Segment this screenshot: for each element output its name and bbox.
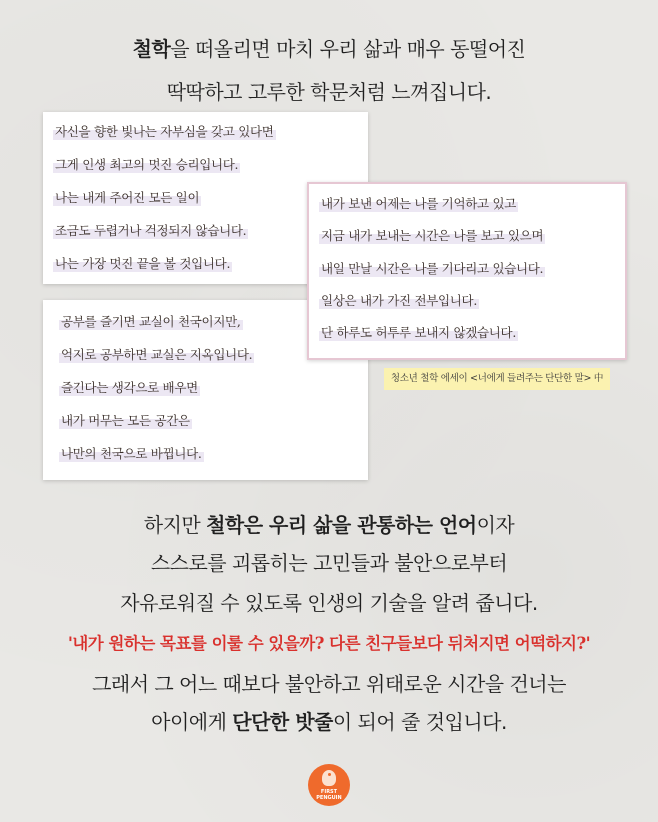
body-line-3: 자유로워질 수 있도록 인생의 기술을 알려 줍니다. xyxy=(120,591,538,615)
body-text: 이자 xyxy=(476,513,515,537)
body-line-5 xyxy=(0,706,658,735)
intro-line-1-text: 을 떠올리면 마치 우리 삶과 매우 동떨어진 xyxy=(170,37,526,61)
body-text: 하지만 xyxy=(143,513,207,537)
worry-quote: '내가 원하는 목표를 이룰 수 있을까? 다른 친구들보다 뒤처지면 어떡하지?' xyxy=(67,634,591,653)
logo-text-2: PENGUIN xyxy=(316,795,342,801)
card-line: 즐긴다는 생각으로 배우면 xyxy=(61,380,198,395)
card-line: 자신을 향한 빛나는 자부심을 갖고 있다면 xyxy=(55,124,274,139)
source-note: 청소년 철학 에세이 <너에게 들려주는 단단한 말> 中 xyxy=(384,368,610,390)
logo-text-1: FIRST xyxy=(320,789,338,795)
card-line: 단 하루도 허투루 보내지 않겠습니다. xyxy=(321,325,516,340)
card-line: 지금 내가 보내는 시간은 나를 보고 있으며 xyxy=(321,228,544,243)
body-line-4: 그래서 그 어느 때보다 불안하고 위태로운 시간을 건너는 xyxy=(92,672,566,696)
body-line-1 xyxy=(0,509,658,538)
intro-line-2: 딱딱하고 고루한 학문처럼 느껴집니다. xyxy=(166,80,492,104)
card-line: 그게 인생 최고의 멋진 승리입니다. xyxy=(55,157,239,172)
publisher-logo xyxy=(308,764,350,806)
intro-line-1 xyxy=(0,33,658,62)
quote-card-right xyxy=(307,182,627,360)
card-line: 나는 가장 멋진 끝을 볼 것입니다. xyxy=(55,256,231,271)
card-line: 일상은 내가 가진 전부입니다. xyxy=(321,293,477,308)
intro-keyword: 철학 xyxy=(132,37,171,61)
card-line: 억지로 공부하면 교실은 지옥입니다. xyxy=(61,347,253,362)
body-text: 아이에게 xyxy=(151,710,233,734)
card-line: 나만의 천국으로 바뀝니다. xyxy=(61,446,202,461)
body-text: 이 되어 줄 것입니다. xyxy=(332,710,507,734)
body-line-2: 스스로를 괴롭히는 고민들과 불안으로부터 xyxy=(150,551,508,575)
card-line: 내가 머무는 모든 공간은 xyxy=(61,413,190,428)
card-line: 내일 만날 시간은 나를 기다리고 있습니다. xyxy=(321,261,544,276)
card-line: 조금도 두렵거나 걱정되지 않습니다. xyxy=(55,223,247,238)
body-emphasis: 단단한 밧줄 xyxy=(232,710,333,734)
penguin-icon xyxy=(322,770,336,786)
card-line: 나는 내게 주어진 모든 일이 xyxy=(55,190,200,205)
body-emphasis: 철학은 우리 삶을 관통하는 언어 xyxy=(206,513,477,537)
card-line: 공부를 즐기면 교실이 천국이지만, xyxy=(61,314,241,329)
card-line: 내가 보낸 어제는 나를 기억하고 있고 xyxy=(321,196,516,211)
